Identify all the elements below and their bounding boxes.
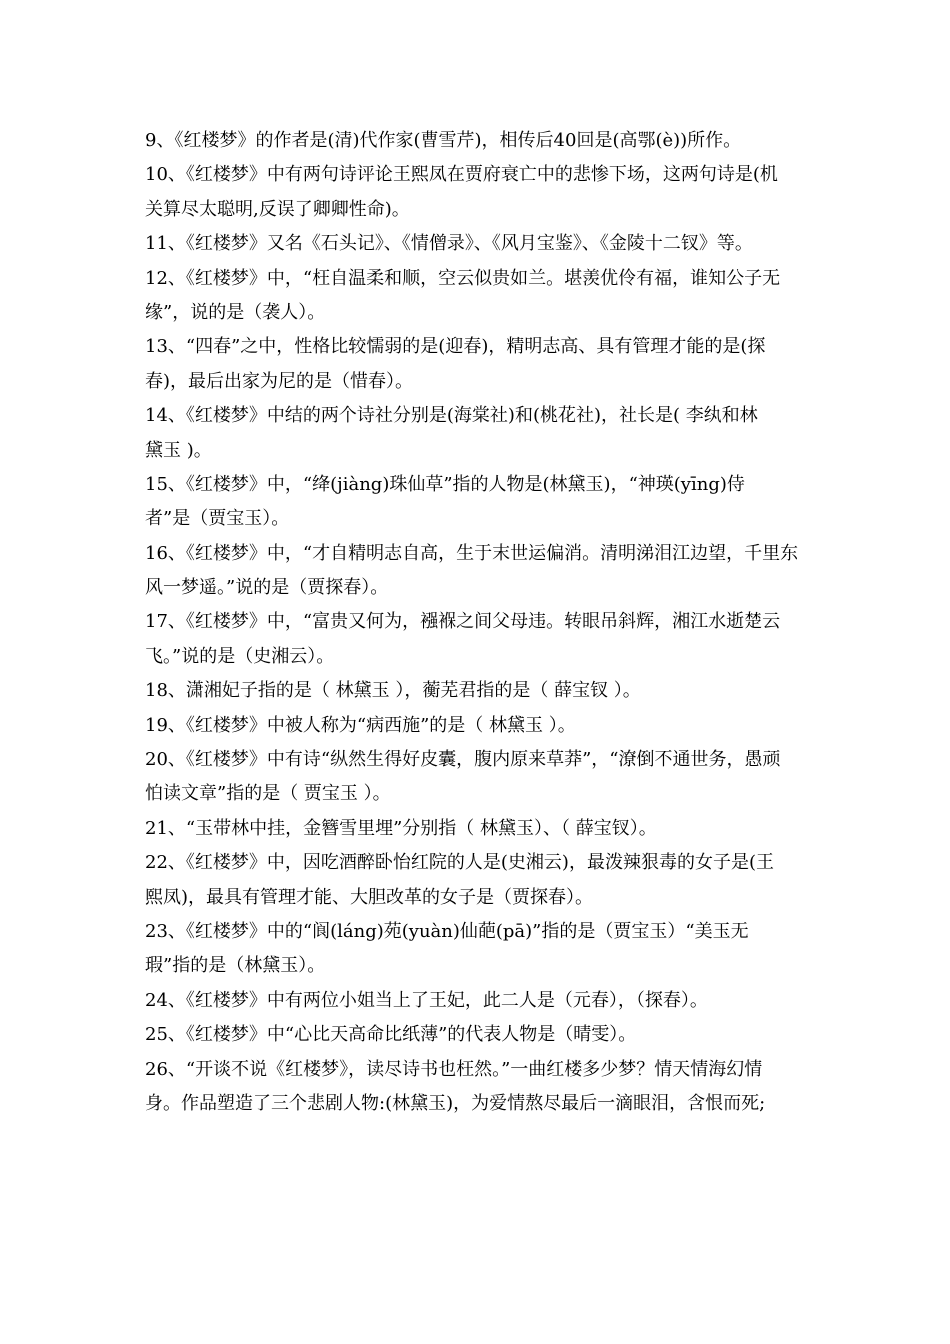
text-line-8: 春)，最后出家为尼的是（惜春）。 [145,370,414,392]
text-line-2: 10、《红楼梦》中有两句诗评论王熙凤在贾府衰亡中的悲惨下场，这两句诗是(机 [145,164,778,186]
text-line-17: 18、潇湘妃子指的是（ 林黛玉 ），蘅芜君指的是（ 薛宝钗 ）。 [145,680,641,702]
text-line-11: 15、《红楼梦》中，“绛(jiàng)珠仙草”指的人物是(林黛玉)，“神瑛(yīng)侍 [145,473,745,495]
text-line-4: 11、《红楼梦》又名《石头记》、《情僧录》、《风月宝鉴》、《金陵十二钗》等。 [145,233,753,255]
document-body [145,124,815,1121]
text-line-9: 14、《红楼梦》中结的两个诗社分别是(海棠社)和(桃花社)，社长是( 李纨和林 [145,405,758,427]
text-line-16: 飞。”说的是（史湘云）。 [145,645,335,667]
text-line-10: 黛玉 )。 [145,439,212,461]
text-line-3: 关算尽太聪明,反误了卿卿性命)。 [145,198,410,220]
text-line-22: 22、《红楼梦》中，因吃酒醉卧怡红院的人是(史湘云)，最泼辣狠毒的女子是(王 [145,852,774,874]
text-line-26: 24、《红楼梦》中有两位小姐当上了王妃，此二人是（元春），（探春）。 [145,989,708,1011]
text-line-27: 25、《红楼梦》中“心比天高命比纸薄”的代表人物是（晴雯）。 [145,1024,637,1046]
text-line-7: 13、“四春”之中，性格比较懦弱的是(迎春)，精明志高、具有管理才能的是(探 [145,336,766,358]
text-line-6: 缘”，说的是（袭人）。 [145,301,326,323]
text-line-12: 者”是（贾宝玉）。 [145,508,290,530]
text-line-23: 熙凤)，最具有管理才能、大胆改革的女子是（贾探春）。 [145,886,594,908]
text-line-25: 瑕”指的是（林黛玉）。 [145,955,326,977]
text-line-5: 12、《红楼梦》中，“枉自温柔和顺，空云似贵如兰。堪羡优伶有福，谁知公子无 [145,267,781,289]
text-line-20: 怕读文章”指的是（ 贾宝玉 ）。 [145,783,391,805]
text-line-1: 9、《红楼梦》的作者是(清)代作家(曹雪芹)，相传后40回是(高鄂(è))所作。 [145,130,742,151]
text-line-24: 23、《红楼梦》中的“阆(láng)苑(yuàn)仙葩(pā)”指的是（贾宝玉）“美玉无 [145,920,749,942]
text-line-28: 26、“开谈不说《红楼梦》，读尽诗书也枉然。”一曲红楼多少梦？情天情海幻情 [145,1058,763,1080]
text-line-13: 16、《红楼梦》中，“才自精明志自高，生于末世运偏消。清明涕泪江边望，千里东 [145,542,799,564]
text-line-14: 风一梦遥。”说的是（贾探春）。 [145,577,389,599]
text-line-21: 21、“玉带林中挂，金簪雪里埋”分别指（ 林黛玉）、（ 薛宝钗）。 [145,817,657,839]
text-line-15: 17、《红楼梦》中，“富贵又何为，襁褓之间父母违。转眼吊斜辉，湘江水逝楚云 [145,611,781,633]
text-line-19: 20、《红楼梦》中有诗“纵然生得好皮囊，腹内原来草莽”，“潦倒不通世务，愚顽 [145,749,781,771]
text-line-18: 19、《红楼梦》中被人称为“病西施”的是（ 林黛玉 ）。 [145,714,576,736]
text-line-29: 身。作品塑造了三个悲剧人物:(林黛玉)，为爱情熬尽最后一滴眼泪，含恨而死; [145,1092,766,1114]
